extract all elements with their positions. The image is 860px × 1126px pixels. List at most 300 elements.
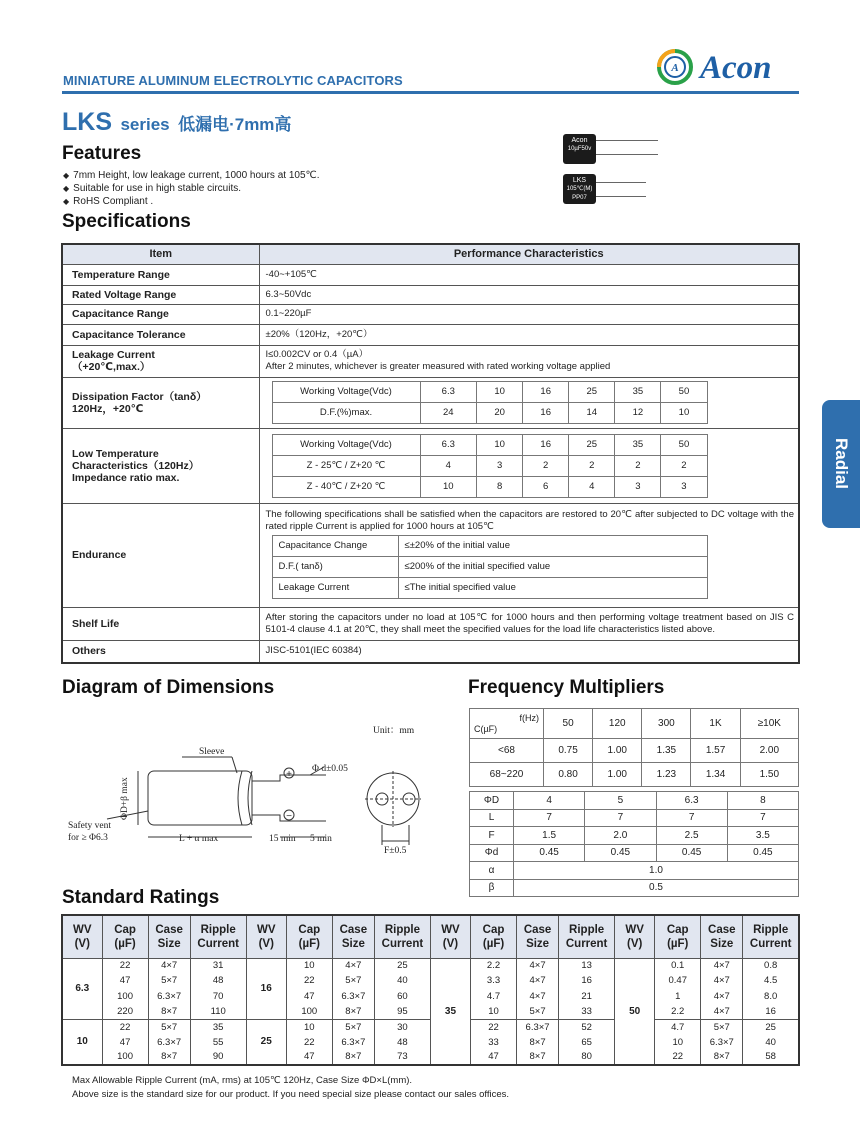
ratings-header-line: Size	[157, 937, 181, 950]
ratings-cell: 21	[559, 989, 615, 1004]
leak-value-line: After 2 minutes, whichever is greater measured with rated working voltage applied	[265, 361, 611, 372]
ratings-header	[246, 915, 286, 958]
spec-value: 6.3~50Vdc	[259, 285, 799, 304]
lowtemp-table	[272, 434, 708, 498]
freq-corner-bot: C(µF)	[474, 723, 498, 734]
ratings-header-line: (V)	[74, 937, 90, 950]
ratings-cell: 80	[559, 1050, 615, 1065]
dim-cell: L	[470, 809, 514, 827]
ratings-note: Above size is the standard size for our product. If you need special size please contact our sales offices.	[72, 1089, 510, 1100]
ratings-cell: 2.2	[470, 958, 516, 973]
dimension-table	[469, 791, 799, 897]
ratings-cell: 22	[102, 958, 148, 973]
ratings-cell: 33	[470, 1034, 516, 1049]
endurance-cell: ≤±20% of the initial value	[398, 535, 707, 556]
ratings-cell: 73	[374, 1050, 430, 1065]
svg-text:Sleeve: Sleeve	[199, 747, 225, 757]
ratings-header	[102, 915, 148, 958]
capacitor-image-2	[563, 174, 596, 204]
ratings-cell: 6.3×7	[517, 1019, 559, 1034]
wv-cell: 25	[246, 1019, 286, 1065]
ratings-header-line: Size	[341, 937, 365, 950]
ratings-cell: 4×7	[701, 989, 743, 1004]
ratings-header	[559, 915, 615, 958]
ratings-cell: 95	[374, 1004, 430, 1019]
dim-cell: 1.5	[514, 827, 585, 845]
col-performance: Performance Characteristics	[259, 244, 799, 264]
freq-cell: <68	[470, 739, 544, 763]
ratings-header	[743, 915, 799, 958]
spec-label: Capacitance Range	[62, 304, 259, 324]
ratings-cell: 2.2	[655, 1004, 701, 1019]
ratings-cell: 4×7	[701, 1004, 743, 1019]
svg-text:+: +	[286, 769, 292, 780]
freq-corner	[470, 709, 544, 739]
ratings-cell: 47	[286, 989, 332, 1004]
lt-cell: 2	[661, 455, 707, 476]
df-cell: 50	[661, 382, 707, 403]
dim-cell: 7	[727, 809, 798, 827]
lt-cell: 16	[523, 434, 569, 455]
svg-text:L + α max: L + α max	[179, 834, 219, 844]
ratings-cell: 0.8	[743, 958, 799, 973]
lt-cell: 50	[661, 434, 707, 455]
ratings-header-line: (µF)	[298, 937, 320, 950]
lt-cell: Z - 40℃ / Z+20 ℃	[272, 476, 420, 497]
lt-label-line: Characteristics（120Hz）	[72, 459, 200, 472]
lt-cell: 2	[569, 455, 615, 476]
ratings-header	[374, 915, 430, 958]
header-rule	[62, 91, 799, 94]
ratings-header	[148, 915, 190, 958]
feature-item: ◆ Suitable for use in high stable circuits.	[63, 182, 320, 195]
dim-cell: Φd	[470, 844, 514, 862]
ratings-cell: 5×7	[701, 1019, 743, 1034]
ratings-header-line: Size	[710, 937, 734, 950]
svg-text:15 min: 15 min	[269, 834, 296, 844]
dim-cell: 0.5	[514, 879, 799, 897]
lt-cell: 35	[615, 434, 661, 455]
ratings-cell: 8.0	[743, 989, 799, 1004]
category-title: MINIATURE ALUMINUM ELECTROLYTIC CAPACITORS	[63, 73, 403, 88]
ratings-cell: 5×7	[332, 973, 374, 988]
freq-cell: 1.35	[642, 739, 691, 763]
dim-cell: ΦD	[470, 792, 514, 810]
ratings-heading: Standard Ratings	[62, 887, 220, 908]
lt-cell: 10	[477, 434, 523, 455]
spec-value: 0.1~220µF	[259, 304, 799, 324]
ratings-header-line: WV	[73, 923, 92, 936]
ratings-header-line: Ripple	[569, 923, 605, 936]
ratings-header	[470, 915, 516, 958]
ratings-header-line: Ripple	[753, 923, 789, 936]
ratings-cell: 16	[559, 973, 615, 988]
ratings-cell: 22	[286, 1034, 332, 1049]
ratings-cell: 58	[743, 1050, 799, 1065]
lt-cell: 3	[661, 476, 707, 497]
dim-cell: α	[470, 862, 514, 880]
spec-value-leakage	[259, 345, 799, 377]
freq-cell: 1.57	[691, 739, 740, 763]
ratings-cell: 4×7	[701, 958, 743, 973]
ratings-table	[61, 914, 800, 1066]
ratings-cell: 55	[190, 1034, 246, 1049]
ratings-cell: 70	[190, 989, 246, 1004]
df-cell: 20	[477, 403, 523, 424]
ratings-cell: 8×7	[332, 1004, 374, 1019]
ratings-header-line: Ripple	[384, 923, 420, 936]
endurance-table	[272, 535, 708, 599]
ratings-cell: 47	[102, 973, 148, 988]
spec-value: -40~+105℃	[259, 264, 799, 285]
spec-value-lowtemp	[259, 428, 799, 503]
lt-cell: 10	[420, 476, 477, 497]
spec-label-df	[62, 377, 259, 428]
ratings-cell: 40	[374, 973, 430, 988]
ratings-cell: 16	[743, 1004, 799, 1019]
dimensions-heading: Diagram of Dimensions	[62, 677, 275, 698]
spec-label: Temperature Range	[62, 264, 259, 285]
ratings-cell: 90	[190, 1050, 246, 1065]
cap1-brand: Acon	[571, 137, 588, 144]
ratings-cell: 1	[655, 989, 701, 1004]
dim-cell: 3.5	[727, 827, 798, 845]
freq-header: 50	[544, 709, 593, 739]
ratings-cell: 8×7	[517, 1034, 559, 1049]
ratings-cell: 6.3×7	[332, 1034, 374, 1049]
dim-cell: 2.0	[585, 827, 656, 845]
ratings-header	[615, 915, 655, 958]
features-list	[63, 169, 320, 208]
freq-header: 120	[593, 709, 642, 739]
ratings-header-line: Current	[565, 937, 608, 950]
series-title	[62, 108, 291, 137]
frequency-heading: Frequency Multipliers	[468, 677, 665, 698]
series-code: LKS	[62, 108, 112, 136]
endurance-cell: Leakage Current	[272, 577, 398, 598]
series-desc: 低漏电·7mm高	[178, 115, 292, 134]
ratings-cell: 8×7	[148, 1004, 190, 1019]
cap2-temp: 105℃(M)	[566, 186, 593, 192]
dim-cell: 1.0	[514, 862, 799, 880]
spec-value: After storing the capacitors under no load at 105℃ for 1000 hours and then performing voltage treatment based on JIS C 5101-4 clause 4.1 at 20℃, they shall meet the specified values for the load life characteristics listed above.	[259, 607, 799, 640]
ratings-cell: 6.3×7	[148, 1034, 190, 1049]
ratings-header	[62, 915, 102, 958]
ratings-header-line: (V)	[442, 937, 459, 950]
df-cell: 24	[420, 403, 477, 424]
ratings-cell: 4.5	[743, 973, 799, 988]
ratings-cell: 33	[559, 1004, 615, 1019]
ratings-header-line: (V)	[627, 937, 643, 950]
df-cell: 6.3	[420, 382, 477, 403]
ratings-header-line: WV	[256, 923, 276, 936]
ratings-header	[190, 915, 246, 958]
dim-cell: β	[470, 879, 514, 897]
series-word: series	[120, 115, 170, 134]
ratings-header-line: (µF)	[482, 937, 505, 950]
lt-label-line: Low Temperature	[72, 447, 159, 460]
ratings-header-line: Case	[708, 923, 736, 936]
freq-cell: 2.00	[740, 739, 798, 763]
df-cell: 10	[477, 382, 523, 403]
cap1-rating: 10µF50v	[567, 146, 592, 152]
ratings-header-line: Cap	[114, 923, 136, 936]
spec-value-endurance	[259, 503, 799, 607]
ratings-cell: 4×7	[517, 989, 559, 1004]
svg-text:A: A	[671, 62, 679, 74]
ratings-cell: 8×7	[517, 1050, 559, 1065]
cap2-lead-2	[596, 196, 646, 197]
specifications-table	[61, 243, 800, 664]
cap2-code: PP07	[572, 195, 587, 201]
endurance-text: The following specifications shall be satisfied when the capacitors are restored to 20℃ after subjected to DC voltage with the rated ripple Current is applied for 1000 hours at 105℃	[265, 508, 794, 532]
freq-cell: 1.00	[593, 739, 642, 763]
brand-name: Acon	[700, 50, 772, 86]
ratings-cell: 8×7	[332, 1050, 374, 1065]
df-cell: 16	[523, 403, 569, 424]
ratings-cell: 52	[559, 1019, 615, 1034]
ratings-header-line: Cap	[482, 923, 505, 936]
dim-cell: 0.45	[514, 844, 585, 862]
ratings-cell: 6.3×7	[148, 989, 190, 1004]
ratings-cell: 35	[190, 1019, 246, 1034]
ratings-header	[655, 915, 701, 958]
ratings-header-line: Case	[339, 923, 368, 936]
dim-cell: 0.45	[656, 844, 727, 862]
ratings-cell: 48	[190, 973, 246, 988]
ratings-header-line: Cap	[666, 923, 689, 936]
dim-cell: 6.3	[656, 792, 727, 810]
lt-cell: 4	[569, 476, 615, 497]
ratings-cell: 5×7	[148, 1019, 190, 1034]
leak-label-line: （+20℃,max.）	[72, 361, 151, 373]
ratings-header-line: Current	[749, 937, 792, 950]
lt-cell: Working Voltage(Vdc)	[272, 434, 420, 455]
spec-value-df	[259, 377, 799, 428]
ratings-cell: 10	[655, 1034, 701, 1049]
df-cell: D.F.(%)max.	[272, 403, 420, 424]
ratings-cell: 60	[374, 989, 430, 1004]
col-item: Item	[62, 244, 259, 264]
dim-cell: F	[470, 827, 514, 845]
df-cell: 10	[661, 403, 707, 424]
ratings-header-line: Size	[526, 937, 550, 950]
ratings-cell: 6.3×7	[332, 989, 374, 1004]
cap1-lead	[596, 140, 658, 141]
ratings-cell: 22	[102, 1019, 148, 1034]
lt-cell: 2	[615, 455, 661, 476]
features-heading: Features	[62, 143, 142, 164]
svg-text:−: −	[286, 811, 292, 822]
lt-cell: 3	[615, 476, 661, 497]
freq-cell: 0.80	[544, 763, 593, 787]
df-cell: 16	[523, 382, 569, 403]
feature-item: ◆ 7mm Height, low leakage current, 1000 hours at 105℃.	[63, 169, 320, 182]
ratings-cell: 40	[743, 1034, 799, 1049]
ratings-cell: 4×7	[332, 958, 374, 973]
freq-cell: 68~220	[470, 763, 544, 787]
dim-cell: 2.5	[656, 827, 727, 845]
ratings-header-line: Current	[197, 937, 239, 950]
ratings-header	[286, 915, 332, 958]
ratings-header	[517, 915, 559, 958]
ratings-header-line: Case	[155, 923, 183, 936]
ratings-header-line: WV	[625, 923, 644, 936]
lt-cell: 8	[477, 476, 523, 497]
df-cell: Working Voltage(Vdc)	[272, 382, 420, 403]
freq-cell: 1.34	[691, 763, 740, 787]
endurance-cell: ≤200% of the initial specified value	[398, 556, 707, 577]
df-cell: 25	[569, 382, 615, 403]
ratings-header	[430, 915, 470, 958]
ratings-header-line: (V)	[258, 937, 274, 950]
cap1-lead-2	[596, 154, 658, 155]
spec-label: Shelf Life	[62, 607, 259, 640]
leak-label-line: Leakage Current	[72, 349, 155, 361]
ratings-cell: 0.47	[655, 973, 701, 988]
freq-cell: 1.00	[593, 763, 642, 787]
dim-cell: 8	[727, 792, 798, 810]
freq-header: 1K	[691, 709, 740, 739]
spec-label: Rated Voltage Range	[62, 285, 259, 304]
ratings-header-line: (µF)	[667, 937, 689, 950]
svg-text:Unit：mm: Unit：mm	[373, 726, 415, 736]
spec-label-lowtemp	[62, 428, 259, 503]
ratings-cell: 10	[470, 1004, 516, 1019]
ratings-cell: 100	[102, 1050, 148, 1065]
spec-label: Endurance	[62, 503, 259, 607]
ratings-cell: 4.7	[655, 1019, 701, 1034]
ratings-cell: 6.3×7	[701, 1034, 743, 1049]
leak-value-line: I≤0.002CV or 0.4（µA）	[265, 349, 369, 360]
ratings-cell: 22	[655, 1050, 701, 1065]
ratings-cell: 4×7	[701, 973, 743, 988]
lt-cell: 3	[477, 455, 523, 476]
svg-text:F±0.5: F±0.5	[384, 846, 407, 856]
wv-cell: 10	[62, 1019, 102, 1065]
ratings-cell: 5×7	[517, 1004, 559, 1019]
svg-text:for ≥ Φ6.3: for ≥ Φ6.3	[68, 833, 108, 843]
radial-tab-label: Radial	[832, 438, 851, 490]
ratings-cell: 10	[286, 1019, 332, 1034]
ratings-cell: 110	[190, 1004, 246, 1019]
df-label-line: Dissipation Factor（tanδ）	[72, 390, 207, 403]
ratings-cell: 10	[286, 958, 332, 973]
dim-cell: 0.45	[727, 844, 798, 862]
ratings-note: Max Allowable Ripple Current (mA, rms) at 105℃ 120Hz, Case Size ΦD×L(mm).	[72, 1075, 413, 1086]
ratings-cell: 48	[374, 1034, 430, 1049]
frequency-table	[469, 708, 799, 787]
endurance-cell: D.F.( tanδ)	[272, 556, 398, 577]
capacitor-image-1	[563, 134, 596, 164]
svg-text:Φ d±0.05: Φ d±0.05	[312, 764, 348, 774]
ratings-cell: 5×7	[332, 1019, 374, 1034]
svg-text:5 min: 5 min	[310, 834, 332, 844]
freq-header: ≥10K	[740, 709, 798, 739]
endurance-cell: Capacitance Change	[272, 535, 398, 556]
acon-logo-icon	[656, 48, 696, 86]
ratings-header	[332, 915, 374, 958]
ratings-header-line: (µF)	[114, 937, 136, 950]
lt-cell: Z - 25℃ / Z+20 ℃	[272, 455, 420, 476]
ratings-cell: 22	[286, 973, 332, 988]
freq-header: 300	[642, 709, 691, 739]
ratings-cell: 4×7	[517, 973, 559, 988]
cap2-lead	[596, 182, 646, 183]
ratings-cell: 47	[470, 1050, 516, 1065]
df-table	[272, 381, 708, 424]
ratings-header-line: WV	[441, 923, 460, 936]
dim-cell: 7	[585, 809, 656, 827]
dim-cell: 7	[656, 809, 727, 827]
spec-value: JISC-5101(IEC 60384)	[259, 640, 799, 663]
ratings-header-line: Case	[523, 923, 552, 936]
wv-cell: 16	[246, 958, 286, 1019]
freq-cell: 0.75	[544, 739, 593, 763]
specifications-heading: Specifications	[62, 211, 191, 232]
wv-cell: 6.3	[62, 958, 102, 1019]
spec-value: ±20%（120Hz，+20℃）	[259, 324, 799, 345]
ratings-cell: 8×7	[148, 1050, 190, 1065]
ratings-cell: 22	[470, 1019, 516, 1034]
df-label-line: 120Hz，+20℃	[72, 402, 144, 415]
ratings-header-line: Current	[381, 937, 424, 950]
feature-item: ◆ RoHS Compliant .	[63, 195, 320, 208]
ratings-cell: 47	[102, 1034, 148, 1049]
ratings-cell: 0.1	[655, 958, 701, 973]
svg-text:Safety vent: Safety vent	[68, 821, 112, 831]
df-cell: 14	[569, 403, 615, 424]
dim-cell: 4	[514, 792, 585, 810]
lt-cell: 6.3	[420, 434, 477, 455]
ratings-cell: 25	[743, 1019, 799, 1034]
ratings-cell: 65	[559, 1034, 615, 1049]
lt-cell: 4	[420, 455, 477, 476]
ratings-cell: 31	[190, 958, 246, 973]
df-cell: 35	[615, 382, 661, 403]
ratings-cell: 13	[559, 958, 615, 973]
ratings-cell: 25	[374, 958, 430, 973]
spec-label: Others	[62, 640, 259, 663]
ratings-cell: 5×7	[148, 973, 190, 988]
dim-cell: 7	[514, 809, 585, 827]
svg-text:ΦD+β max: ΦD+β max	[120, 777, 130, 820]
lt-label-line: Impedance ratio max.	[72, 471, 180, 484]
ratings-cell: 47	[286, 1050, 332, 1065]
ratings-cell: 30	[374, 1019, 430, 1034]
freq-cell: 1.23	[642, 763, 691, 787]
dimension-diagram	[62, 715, 462, 865]
spec-label-leakage	[62, 345, 259, 377]
ratings-cell: 100	[102, 989, 148, 1004]
lt-cell: 6	[523, 476, 569, 497]
lt-cell: 25	[569, 434, 615, 455]
endurance-cell: ≤The initial specified value	[398, 577, 707, 598]
dim-cell: 0.45	[585, 844, 656, 862]
ratings-cell: 4.7	[470, 989, 516, 1004]
spec-label: Capacitance Tolerance	[62, 324, 259, 345]
ratings-cell: 100	[286, 1004, 332, 1019]
wv-cell: 35	[430, 958, 470, 1065]
df-cell: 12	[615, 403, 661, 424]
ratings-cell: 8×7	[701, 1050, 743, 1065]
ratings-cell: 3.3	[470, 973, 516, 988]
ratings-header-line: Cap	[298, 923, 321, 936]
wv-cell: 50	[615, 958, 655, 1065]
ratings-notes	[72, 1074, 509, 1102]
cap2-series: LKS	[572, 177, 587, 184]
ratings-header	[701, 915, 743, 958]
